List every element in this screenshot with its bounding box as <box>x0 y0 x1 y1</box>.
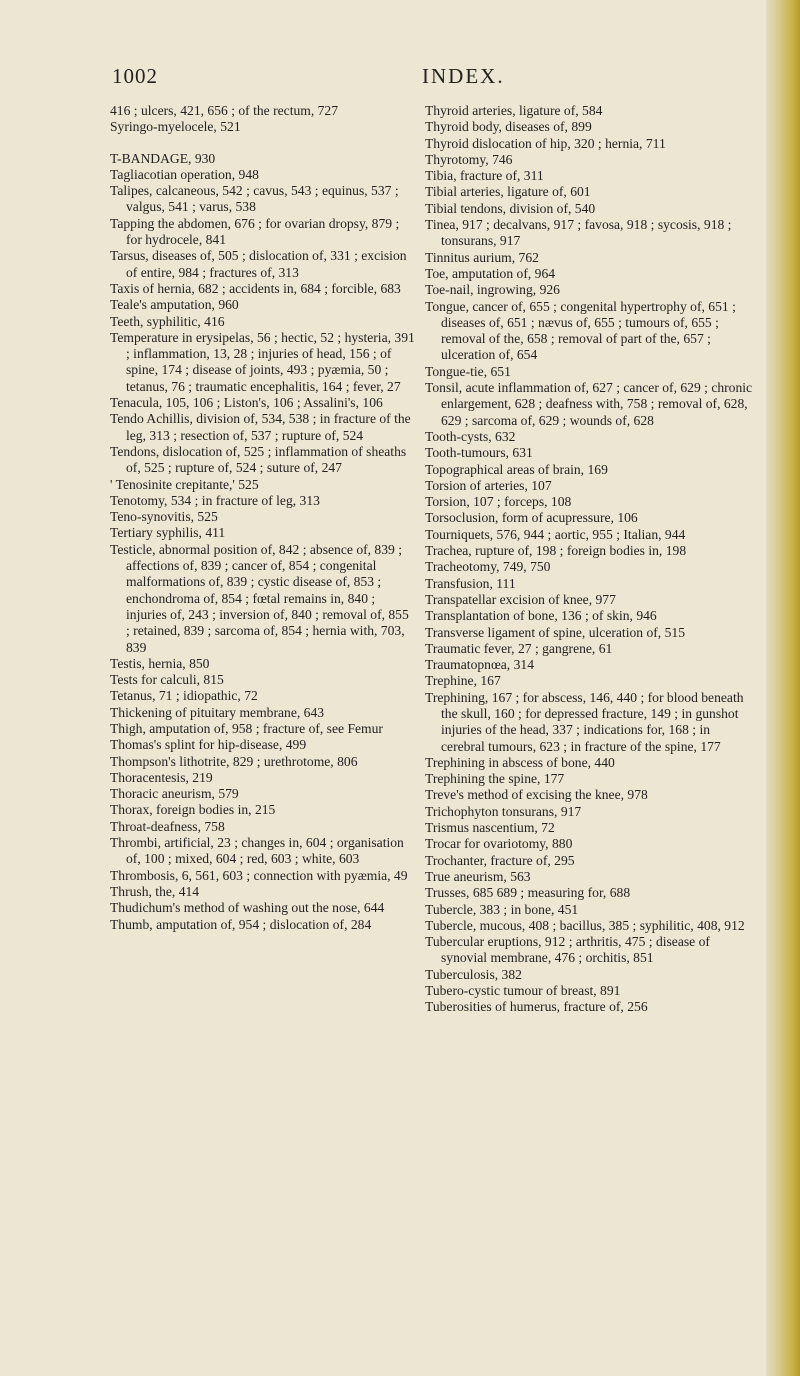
index-entry: Teeth, syphilitic, 416 <box>110 313 225 329</box>
index-entry: Traumatopnœa, 314 <box>425 657 534 673</box>
index-entry: Tubercle, 383 ; in bone, 451 <box>425 901 579 917</box>
index-entry: Thrombi, artificial, 23 ; changes in, 604 ; organisation of, 100 ; mixed, 604 ; red, 603 ; white, 603 <box>110 835 404 867</box>
index-entry: Tendo Achillis, division of, 534, 538 ; in fracture of the leg, 313 ; resection of, 537 ; rupture of, 524 <box>110 411 411 443</box>
page-number: 1002 <box>112 64 158 88</box>
index-entry: Trocar for ovariotomy, 880 <box>425 836 573 852</box>
index-entry: Tetanus, 71 ; idiopathic, 72 <box>110 688 258 704</box>
index-entry: Thyroid dislocation of hip, 320 ; hernia, 711 <box>425 135 666 151</box>
index-entry: Thyroid arteries, ligature of, 584 <box>425 103 603 118</box>
index-entry: Tinea, 917 ; decalvans, 917 ; favosa, 918 ; sycosis, 918 ; tonsurans, 917 <box>425 217 732 249</box>
index-entry: Tongue-tie, 651 <box>425 363 511 379</box>
index-entry: Tagliacotian operation, 948 <box>110 166 259 182</box>
index-entry: Transverse ligament of spine, ulceration of, 515 <box>425 624 685 640</box>
index-entry: Thyroid body, diseases of, 899 <box>425 119 592 135</box>
index-entry: ' Tenosinite crepitante,' 525 <box>110 476 259 492</box>
index-entry: Tests for calculi, 815 <box>110 672 224 688</box>
index-entry: Trephining in abscess of bone, 440 <box>425 754 615 770</box>
index-entry: Tapping the abdomen, 676 ; for ovarian dropsy, 879 ; for hydrocele, 841 <box>110 215 400 248</box>
index-entry: Thorax, foreign bodies in, 215 <box>110 802 276 818</box>
index-entry: Tonsil, acute inflammation of, 627 ; cancer of, 629 ; chronic enlargement, 628 ; deafness with, 758 ; removal of, 628, 629 ; sarcoma of, 629 ; wounds of, 628 <box>425 380 753 428</box>
page-header <box>112 64 672 94</box>
index-entry: Transfusion, 111 <box>425 575 516 591</box>
index-entry: Thoracic aneurism, 579 <box>110 786 239 802</box>
page-edge <box>766 0 800 1376</box>
index-entry: Trachea, rupture of, 198 ; foreign bodies in, 198 <box>425 543 687 559</box>
index-entry: 416 ; ulcers, 421, 656 ; of the rectum, 727 <box>110 103 339 118</box>
index-entry: Trochanter, fracture of, 295 <box>425 852 575 868</box>
index-entry: Thumb, amputation of, 954 ; dislocation of, 284 <box>110 916 372 932</box>
running-title: INDEX. <box>422 64 505 88</box>
index-entry: Thrombosis, 6, 561, 603 ; connection with pyæmia, 49 <box>110 867 408 883</box>
index-column-right <box>425 103 757 1016</box>
index-entry: Testicle, abnormal position of, 842 ; absence of, 839 ; affections of, 839 ; cancer of, 854 ; congenital malformations of, 839 ; cystic disease of, 853 ; enchondroma of, 854 ; fœtal remains in, 840 ; injuries of, 243 ; inversion of, 840 ; removal of, 855 ; retained, 839 ; sarcoma of, 854 ; hernia with, 703, 839 <box>110 541 409 655</box>
index-entry: Tongue, cancer of, 655 ; congenital hypertrophy of, 651 ; diseases of, 651 ; nævus of, 655 ; tumours of, 655 ; removal of the, 658 ; removal of part of the, 657 ; ulceration of, 654 <box>425 298 736 363</box>
index-entry: Thoracentesis, 219 <box>110 769 213 785</box>
index-entry: Tubero-cystic tumour of breast, 891 <box>425 983 621 999</box>
index-entry: Teale's amputation, 960 <box>110 297 239 313</box>
index-entry: Tendons, dislocation of, 525 ; inflammation of sheaths of, 525 ; rupture of, 524 ; suture of, 247 <box>110 443 407 476</box>
index-entry: Talipes, calcaneous, 542 ; cavus, 543 ; equinus, 537 ; valgus, 541 ; varus, 538 <box>110 183 399 215</box>
index-entry: Trephine, 167 <box>425 673 501 689</box>
index-entry: Tinnitus aurium, 762 <box>425 249 539 265</box>
index-entry: Thrush, the, 414 <box>110 883 200 899</box>
index-entry: Syringo-myelocele, 521 <box>110 119 241 135</box>
index-entry: Thomas's splint for hip-disease, 499 <box>110 737 307 753</box>
index-entry: Teno-synovitis, 525 <box>110 509 218 525</box>
index-entry: Thigh, amputation of, 958 ; fracture of, see Femur <box>110 720 383 736</box>
index-entry: Taxis of hernia, 682 ; accidents in, 684 ; forcible, 683 <box>110 280 401 296</box>
index-entry: Toe-nail, ingrowing, 926 <box>425 282 560 298</box>
index-entry: Tubercle, mucous, 408 ; bacillus, 385 ; syphilitic, 408, 912 <box>425 917 745 933</box>
index-entry: Traumatic fever, 27 ; gangrene, 61 <box>425 640 613 656</box>
index-entry: Thickening of pituitary membrane, 643 <box>110 704 325 720</box>
index-entry: Tibial arteries, ligature of, 601 <box>425 184 591 200</box>
index-entry: Tenotomy, 534 ; in fracture of leg, 313 <box>110 492 320 508</box>
index-entry: Topographical areas of brain, 169 <box>425 461 608 477</box>
index-entry: Tuberculosis, 382 <box>425 966 522 982</box>
index-entry: Tooth-tumours, 631 <box>425 445 533 461</box>
index-entry: Tenacula, 105, 106 ; Liston's, 106 ; Assalini's, 106 <box>110 395 383 411</box>
index-entry: Transpatellar excision of knee, 977 <box>425 591 616 607</box>
index-entry: Tourniquets, 576, 944 ; aortic, 955 ; Italian, 944 <box>425 526 686 542</box>
index-column-left <box>110 103 415 933</box>
index-entry: Thyrotomy, 746 <box>425 151 513 167</box>
index-entry: Tubercular eruptions, 912 ; arthritis, 475 ; disease of synovial membrane, 476 ; orchitis, 851 <box>425 934 710 966</box>
index-entry: Tarsus, diseases of, 505 ; dislocation of, 331 ; excision of entire, 984 ; fractures of, 313 <box>110 248 407 280</box>
index-entry: Torsion, 107 ; forceps, 108 <box>425 494 572 510</box>
index-entry: Torsoclusion, form of acupressure, 106 <box>425 510 638 526</box>
index-entry: Trephining the spine, 177 <box>425 771 565 787</box>
index-entry: Tooth-cysts, 632 <box>425 428 516 444</box>
index-entry: Trephining, 167 ; for abscess, 146, 440 ; for blood beneath the skull, 160 ; for depressed fracture, 149 ; in gunshot injuries of the head, 337 ; indications for, 168 ; in cerebral tumours, 623 ; in fracture of the spine, 177 <box>425 689 744 754</box>
index-entry: Tibia, fracture of, 311 <box>425 168 544 184</box>
index-entry: Testis, hernia, 850 <box>110 655 210 671</box>
index-entry: Throat-deafness, 758 <box>110 818 225 834</box>
index-entry: Thudichum's method of washing out the nose, 644 <box>110 900 385 916</box>
index-entry: Torsion of arteries, 107 <box>425 477 552 493</box>
index-entry: True aneurism, 563 <box>425 868 531 884</box>
index-entry: T-BANDAGE, 930 <box>110 150 216 166</box>
index-entry: Transplantation of bone, 136 ; of skin, 946 <box>425 608 657 624</box>
index-entry: Tuberosities of humerus, fracture of, 256 <box>425 999 648 1015</box>
index-entry: Treve's method of excising the knee, 978 <box>425 787 648 803</box>
index-entry: Tibial tendons, division of, 540 <box>425 200 596 216</box>
index-entry: Thompson's lithotrite, 829 ; urethrotome, 806 <box>110 753 358 769</box>
index-entry: Tertiary syphilis, 411 <box>110 525 226 541</box>
index-entry: Trismus nascentium, 72 <box>425 820 555 836</box>
index-entry: Trusses, 685 689 ; measuring for, 688 <box>425 885 631 901</box>
index-entry: Temperature in erysipelas, 56 ; hectic, 52 ; hysteria, 391 ; inflammation, 13, 28 ; injuries of head, 156 ; of spine, 174 ; disease of joints, 493 ; pyæmia, 50 ; tetanus, 76 ; traumatic encephalitis, 164 ; fever, 27 <box>110 329 415 394</box>
index-entry: Toe, amputation of, 964 <box>425 265 556 281</box>
index-entry: Trichophyton tonsurans, 917 <box>425 803 582 819</box>
index-entry: Tracheotomy, 749, 750 <box>425 559 551 575</box>
